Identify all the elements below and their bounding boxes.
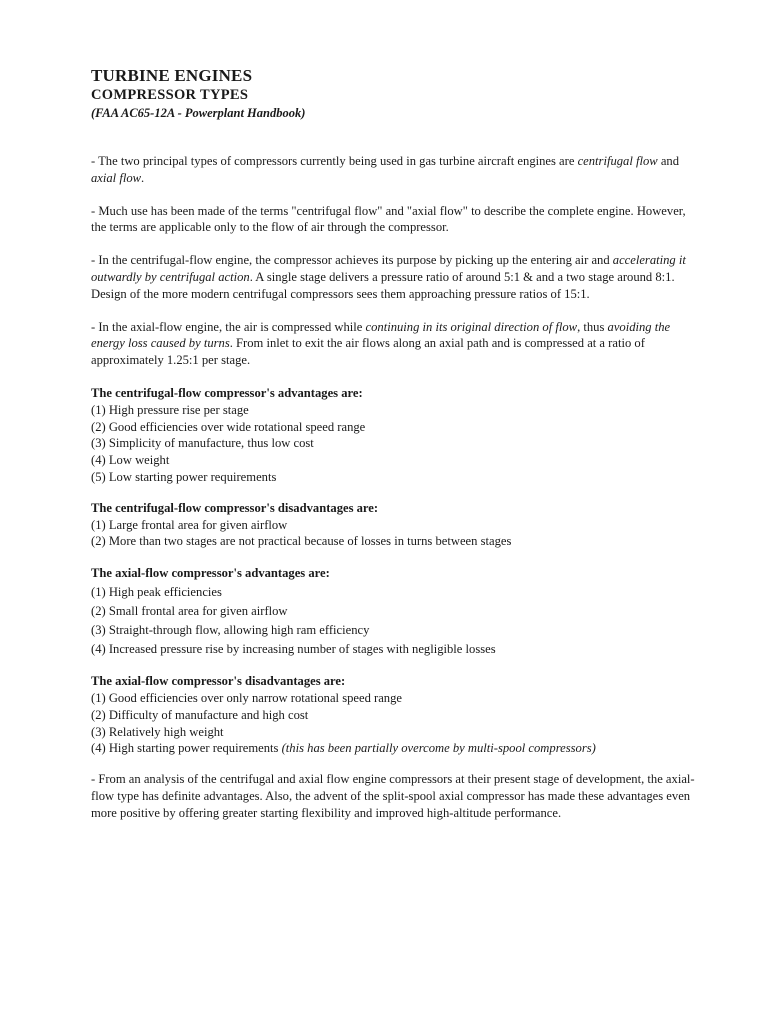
source-citation: (FAA AC65-12A - Powerplant Handbook)	[91, 106, 306, 120]
list-item: (5) Low starting power requirements	[91, 469, 277, 484]
list-centrifugal-disadvantages	[91, 500, 701, 550]
paragraph-text: - In the centrifugal-flow engine, the compressor achieves its purpose by picking up the entering air and	[91, 253, 613, 268]
emphasis-text: avoiding the energy loss caused by turns	[91, 319, 671, 351]
paragraph-text: - Much use has been made of the terms "centrifugal flow" and "axial flow" to describe the complete engine. However, the terms are applicable only to the flow of air through the compressor.	[91, 203, 686, 235]
list-item: (2) Small frontal area for given airflow	[91, 604, 288, 619]
document-content	[91, 66, 701, 838]
paragraph-centrifugal	[91, 252, 701, 302]
paragraph-text: - In the axial-flow engine, the air is compressed while	[91, 319, 366, 334]
list-item: (3) Straight-through flow, allowing high ram efficiency	[91, 623, 370, 638]
list-heading: The centrifugal-flow compressor's advantages are:	[91, 385, 363, 400]
list-item: (1) High pressure rise per stage	[91, 402, 249, 417]
paragraph-text: . A single stage delivers a pressure ratio of around 5:1 & and a two stage around 8:1. Design of the more modern centrifugal compressors sees them approaching pressure ratios of 15:1.	[91, 269, 675, 301]
emphasis-text: continuing in its original direction of flow	[365, 319, 578, 334]
list-item: (2) Difficulty of manufacture and high cost	[91, 707, 309, 722]
list-axial-disadvantages	[91, 673, 701, 757]
list-item: (3) Simplicity of manufacture, thus low cost	[91, 436, 314, 451]
emphasis-text: axial flow	[91, 170, 142, 185]
list-item: (1) High peak efficiencies	[91, 585, 222, 600]
list-heading: The axial-flow compressor's advantages are:	[91, 566, 330, 581]
list-item: (2) More than two stages are not practical because of losses in turns between stages	[91, 534, 512, 549]
emphasis-text: centrifugal flow	[577, 154, 658, 168]
list-item	[91, 740, 701, 757]
list-item: (4) Increased pressure rise by increasing number of stages with negligible losses	[91, 642, 496, 657]
paragraph-principal-types	[91, 153, 701, 187]
paragraph-terms	[91, 203, 701, 237]
list-axial-advantages	[91, 564, 701, 659]
paragraph-conclusion: - From an analysis of the centrifugal and axial flow engine compressors at their present stage of development, the axial-flow type has definite advantages. Also, the advent of the split-spool axial compressor has made these advantages even more positive by offering greater starting flexibility and improved high-altitude performance.	[91, 772, 695, 820]
list-item: (1) Good efficiencies over only narrow rotational speed range	[91, 690, 402, 705]
paragraph-text: - The two principal types of compressors currently being used in gas turbine aircraft engines are	[91, 154, 578, 168]
paragraph-text: . From inlet to exit the air flows along an axial path and is compressed at a ratio of approximately 1.25:1 per stage.	[91, 336, 645, 368]
list-item: (3) Relatively high weight	[91, 724, 224, 739]
list-centrifugal-advantages	[91, 385, 701, 486]
paragraph-axial	[91, 319, 701, 369]
paragraph-text: , thus	[577, 319, 608, 334]
emphasis-text: accelerating it outwardly by centrifugal action	[91, 253, 686, 284]
paragraph-text: and	[657, 154, 680, 168]
list-heading: The axial-flow compressor's disadvantages are:	[91, 674, 346, 689]
list-item: (4) Low weight	[91, 453, 170, 468]
list-item: (1) Large frontal area for given airflow	[91, 517, 288, 532]
list-item-text: (4) High starting power requirements	[91, 741, 282, 756]
list-item-note: (this has been partially overcome by multi-spool compressors)	[281, 741, 596, 756]
document-title: TURBINE ENGINES	[91, 66, 253, 85]
list-heading: The centrifugal-flow compressor's disadvantages are:	[91, 500, 379, 515]
list-item: (2) Good efficiencies over wide rotational speed range	[91, 419, 366, 434]
paragraph-text: .	[141, 170, 145, 185]
document-subtitle: COMPRESSOR TYPES	[91, 87, 249, 103]
